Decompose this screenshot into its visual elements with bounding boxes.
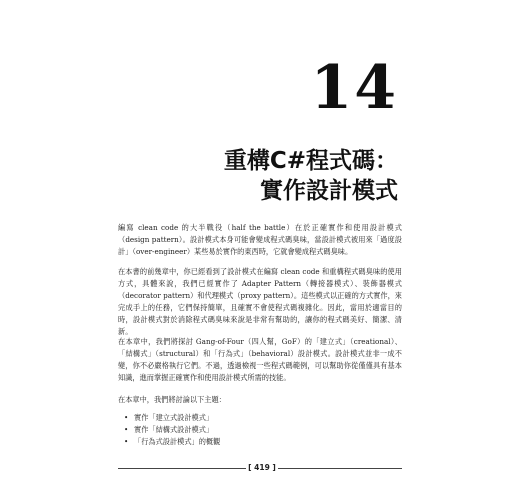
chapter-title [224, 146, 398, 206]
page-number: [ 419 ] [248, 463, 276, 472]
chapter-title-line-2: 實作設計模式 [260, 178, 398, 204]
list-item: • 「行為式設計模式」的概觀 [124, 436, 220, 448]
body-paragraph-gof: 在本章中，我們將探討 Gang-of-Four（四人幫，GoF）的「建立式」（creational）、「結構式」（structural）和「行為式」（behavioral）設計模式。設計模式並非一成不變，你不必嚴格執行它們。不過，透過檢視一些程式碼範例，可以幫助你從僅僅具有基本知識，進而掌握正確實作和使用設計模式所需的技能。 [118, 337, 402, 382]
topics-intro: 在本章中，我們將討論以下主題： [118, 395, 226, 404]
footer-rule-right [278, 468, 402, 469]
topics-list [124, 412, 220, 448]
chapter-title-line-1: 重構C#程式碼： [223, 148, 398, 174]
list-item: • 實作「建立式設計模式」 [124, 412, 220, 424]
intro-paragraph: 編寫 clean code 的大半戰役（half the battle）在於正確實作和使用設計模式（design pattern）。設計模式本身可能會變成程式碼臭味，當設計模式被用來「過度設計」（over-engineer）某些易於實作的東西時，它就會變成程式碼臭味。 [118, 223, 402, 256]
chapter-number: 14 [310, 53, 398, 123]
list-item: • 實作「結構式設計模式」 [124, 424, 220, 436]
footer-rule-left [118, 468, 246, 469]
body-paragraph-patterns-used: 在本書的前幾章中，你已經看到了設計模式在編寫 clean code 和重構程式碼臭味的使用方式，具體來說，我們已經實作了 Adapter Pattern（轉接器模式）、裝飾器模式（decorator pattern）和代理模式（proxy pattern）。這些模式以正確的方式實作，來完成手上的任務，它們保持簡單，且確實不會使程式碼複雜化。因此，當用於適當目的時，設計模式對於消除程式碼臭味來說是非常有幫助的，讓你的程式碼美好、簡潔、清新。 [118, 267, 402, 336]
